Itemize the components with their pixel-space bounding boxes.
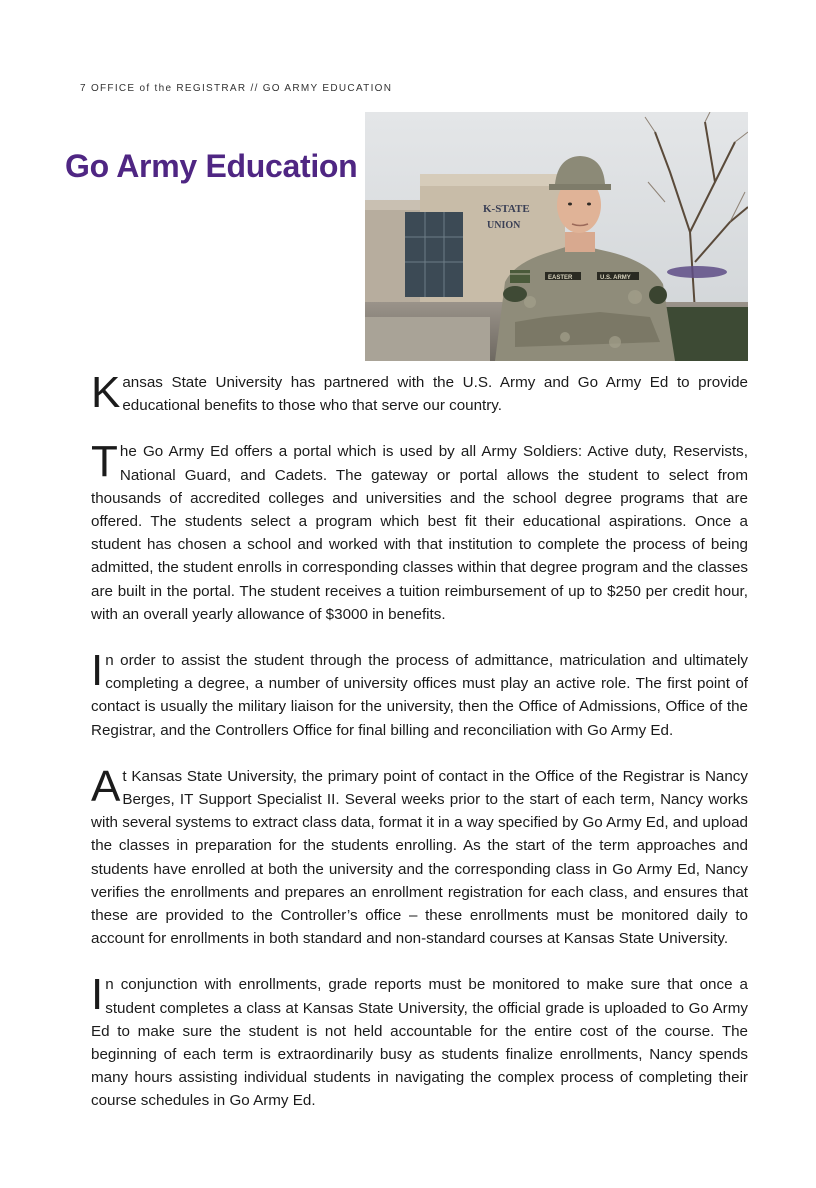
paragraph-text: n conjunction with enrollments, grade reports must be monitored to make sure that once a student completes a class at Kansas State University, the official grade is uploaded to Go Army Ed to make sure the student is not held accountable for the entire cost of the course. The beginning of each term is extraordinarily busy as students finalize enrollments, Nancy spends many hours assisting individual students in navigating the complex process of completing their course schedules in Go Army Ed. bbox=[91, 976, 748, 1110]
paragraph-2 bbox=[91, 437, 748, 626]
drop-cap: T bbox=[91, 437, 118, 487]
drop-cap: K bbox=[91, 368, 121, 417]
paragraph-text: t Kansas State University, the primary point of contact in the Office of the Registrar is Nancy Berges, IT Support Specialist II. Several weeks prior to the start of each term, Nancy works with several systems to extract class data, format it in a way specified by Go Army Ed, and upload the classes in preparation for the students enrolling. As the start of the term approaches and students have enrolled at both the university and the corresponding class in Go Army Ed, Nancy verifies the enrollments and prepares an enrollment registration for each class, and ensures that these are provided to the Controller’s office – these enrollments must be monitored daily to account for enrollments in both standard and non-standard courses at Kansas State University. bbox=[91, 767, 748, 948]
paragraph-text: he Go Army Ed offers a portal which is used by all Army Soldiers: Active duty, Reservists, National Guard, and Cadets. The gateway or portal allows the student to select from thousands of accredited colleges and universities and the school degree programs that are offered. The students select a program which best fit their educational aspirations. Once a student has chosen a school and worked with that institution to complete the process of being admitted, the student enrolls in corresponding classes within that degree program and the classes are built in the portal. The student receives a tuition reimbursement of up to $250 per credit hour, with an overall yearly allowance of $3000 in benefits. bbox=[91, 443, 748, 623]
sign-line-1: K-STATE bbox=[483, 203, 530, 215]
paragraph-5 bbox=[91, 970, 748, 1112]
drop-cap: I bbox=[91, 970, 104, 1020]
soldier-photo bbox=[365, 112, 748, 361]
sign-line-2: UNION bbox=[487, 220, 521, 231]
army-tape: U.S. ARMY bbox=[600, 275, 631, 281]
paragraph-text: ansas State University has partnered with the U.S. Army and Go Army Ed to provide educational benefits to those who that serve our country. bbox=[122, 374, 748, 415]
running-head: 7 OFFICE of the REGISTRAR // GO ARMY EDUCATION bbox=[80, 83, 393, 94]
paragraph-text: n order to assist the student through the process of admittance, matriculation and ultimately completing a degree, a number of university offices must play an active role. The first point of contact is usually the military liaison for the university, then the Office of Admissions, Office of the Registrar, and the Controllers Office for final billing and reconciliation with Go Army Ed. bbox=[91, 652, 748, 739]
paragraph-1 bbox=[91, 368, 748, 417]
page-title: Go Army Education bbox=[65, 148, 358, 184]
name-tape: EASTER bbox=[548, 275, 573, 281]
drop-cap: I bbox=[91, 646, 104, 696]
article-body bbox=[91, 368, 748, 1136]
drop-cap: A bbox=[91, 761, 121, 811]
paragraph-3 bbox=[91, 646, 748, 742]
paragraph-4 bbox=[91, 761, 748, 951]
